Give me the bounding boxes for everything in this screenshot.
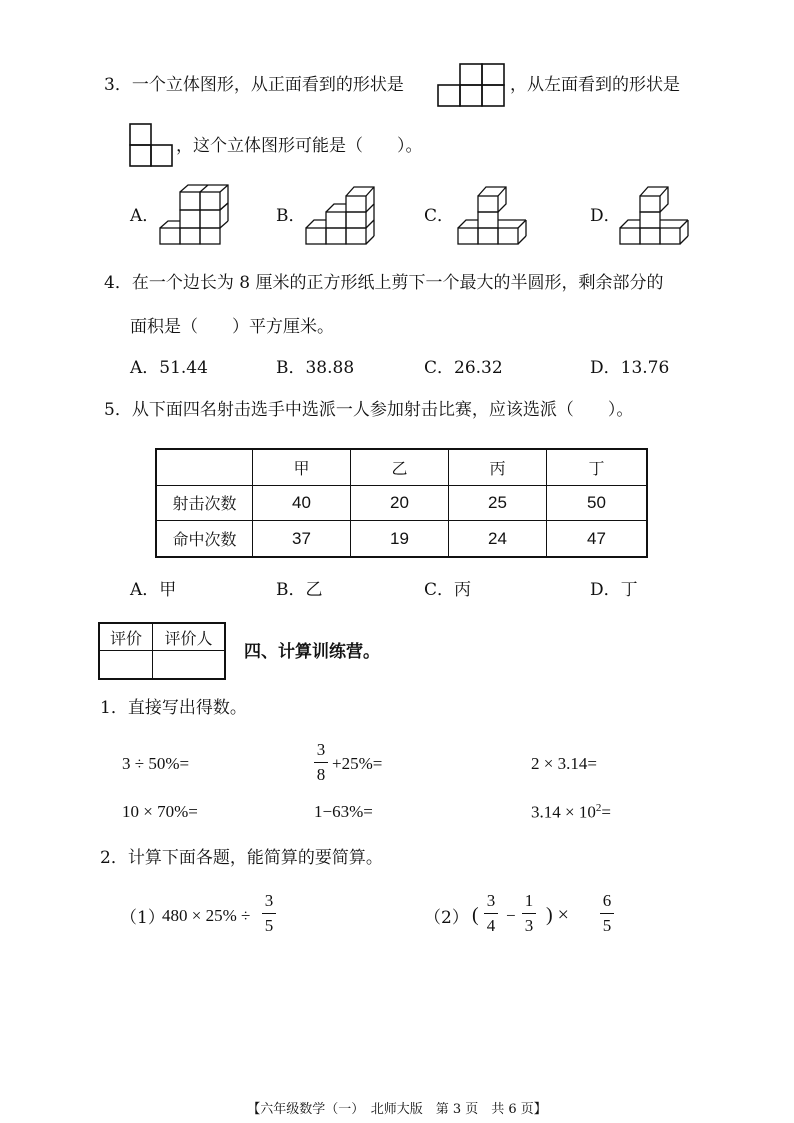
calc-item-f-exponent: 2 [595,802,602,814]
section4-q1: 1．直接写出得数。 [100,698,247,718]
page-footer: 【六年级数学（一） 北师大版 第 3 页 共 6 页】 [247,1102,547,1117]
table-row-label: 射击次数 [156,485,253,521]
front-view-cell [482,85,504,106]
table-header-row [156,449,647,485]
fraction-denominator: 3 [524,916,534,935]
cube-figure-a [158,184,232,246]
calc-item-f-base: 3.14 × 10 [531,802,596,822]
table-row-label: 命中次数 [156,521,253,557]
q5-option-d: D．丁 [590,580,638,600]
q3-option-a-label: A． [130,206,160,226]
q5-option-c: C．丙 [424,580,472,600]
fraction-numerator: 3 [486,891,496,910]
fraction-denominator: 5 [264,916,274,935]
table-header-cell: 丁 [547,449,648,485]
left-view-cell [130,145,151,166]
table-cell: 20 [351,485,449,521]
calc-item-a: 3 ÷ 50%= [122,754,190,773]
fraction-denominator: 8 [316,765,326,784]
calc-item-f-end: = [601,802,611,822]
q4-option-c: C．26.32 [424,358,503,378]
problem-1-expression: 480 × 25% ÷ [162,906,251,925]
problem-2-label: （2） [424,908,469,928]
front-view-cell [460,85,482,106]
table-header-cell: 丙 [449,449,547,485]
q4-option-d: D．13.76 [590,358,670,378]
q3-option-d-label: D． [590,206,621,226]
calc-item-b-rest: +25%= [332,754,383,773]
table-cell: 37 [253,521,351,557]
fraction-numerator: 1 [524,891,534,910]
q3-line1-b: ，从左面看到的形状是 [510,75,680,95]
front-view-cell [460,64,482,85]
calc-item-d: 10 × 70%= [122,802,198,821]
fraction-numerator: 3 [316,740,326,759]
fraction-denominator: 4 [486,916,496,935]
table-cell: 24 [449,521,547,557]
problem-2-close: ) × [546,904,569,926]
section4-q2: 2．计算下面各题，能简算的要简算。 [100,848,383,868]
fraction-numerator: 3 [264,891,274,910]
q5-option-a: A．甲 [130,580,177,600]
problem-2-fraction-3 [600,891,614,936]
q3-line2: ，这个立体图形可能是（ ）。 [176,136,423,156]
q3-option-b-label: B． [276,206,306,226]
problem-2-open-paren: ( [472,904,479,926]
left-view-cell [151,145,172,166]
fraction-numerator: 6 [602,891,612,910]
left-view-cell [130,124,151,145]
problem-2-fraction-1 [484,891,498,936]
q3-option-c-label: C． [424,206,455,226]
shooting-table [155,448,648,558]
table-cell: 25 [449,485,547,521]
front-view-cell [482,64,504,85]
front-view-cell [438,85,460,106]
table-header-cell: 乙 [351,449,449,485]
q4-option-b: B．38.88 [276,358,355,378]
cube-figure-c [452,184,528,246]
eval-reviewer-field[interactable] [153,651,226,680]
cube-figure-d [618,184,694,246]
q3-line1-a: 3．一个立体图形，从正面看到的形状是 [104,75,404,95]
calc-item-f [531,802,611,823]
q5-stem: 5．从下面四名射击选手中选派一人参加射击比赛，应该选派（ ）。 [104,400,634,420]
problem-1-label: （1） [120,908,165,928]
left-view-figure [129,123,175,169]
fraction-denominator: 5 [602,916,612,935]
eval-header-cell: 评价人 [153,623,226,651]
table-cell: 40 [253,485,351,521]
evaluation-box [98,622,226,680]
q4-line1: 4．在一个边长为 8 厘米的正方形纸上剪下一个最大的半圆形，剩余部分的 [104,273,664,293]
q5-option-b: B．乙 [276,580,323,600]
table-cell: 19 [351,521,449,557]
problem-1-fraction [262,891,276,936]
front-view-figure [438,63,506,107]
table-cell: 47 [547,521,648,557]
table-row [156,485,647,521]
cube-figure-b [304,184,378,246]
section-title: 四、计算训练营。 [244,642,380,662]
problem-2-minus: − [506,906,516,925]
q4-line2: 面积是（ ）平方厘米。 [130,317,334,337]
calc-item-b-fraction [314,740,328,785]
table-header-cell: 甲 [253,449,351,485]
problem-2-fraction-2 [522,891,536,936]
calc-item-c: 2 × 3.14= [531,754,597,773]
table-row [156,521,647,557]
calc-item-e: 1−63%= [314,802,373,821]
eval-header-cell: 评价 [99,623,153,651]
q4-option-a: A．51.44 [130,358,208,378]
eval-score-field[interactable] [99,651,153,680]
table-cell: 50 [547,485,648,521]
table-header-cell [156,449,253,485]
